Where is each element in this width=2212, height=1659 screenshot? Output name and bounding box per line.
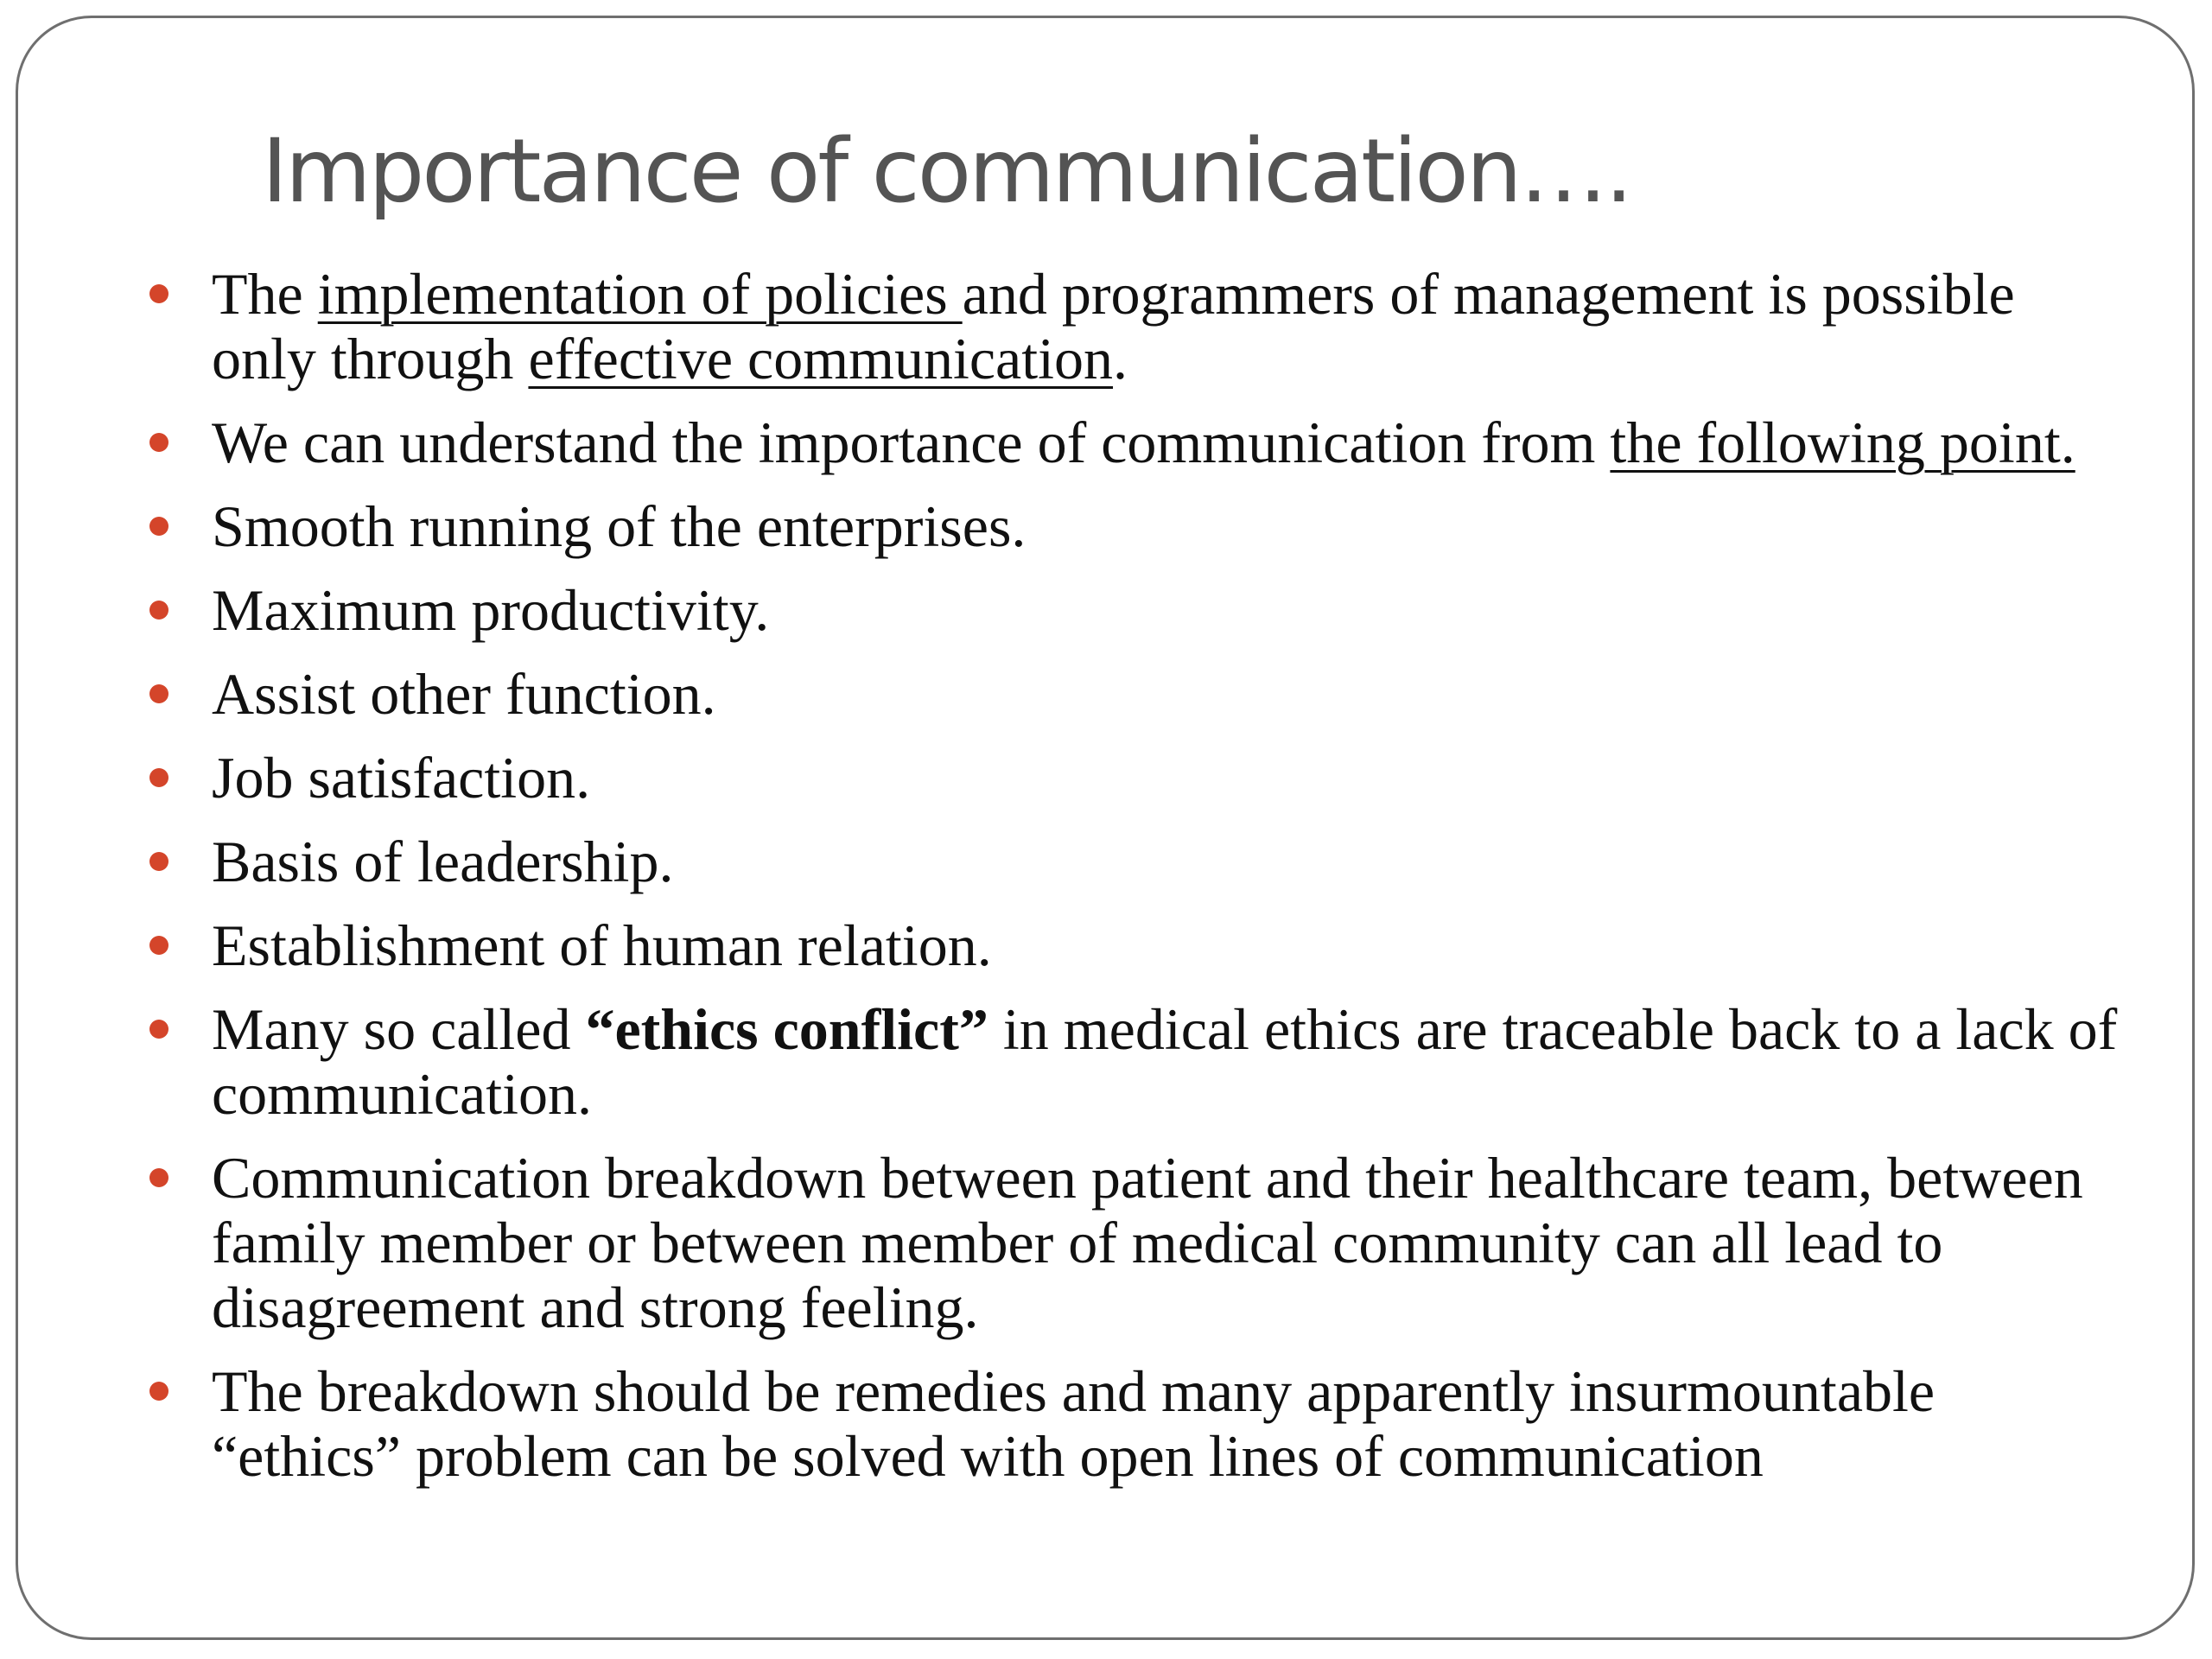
bullet-dot-icon [149, 601, 168, 620]
text-run: and programmers of management is possible only through [212, 261, 2015, 391]
bullet-dot-icon [149, 284, 168, 303]
bullet-item [139, 1359, 2118, 1489]
bullet-item [139, 1146, 2118, 1340]
bold-phrase: “ethics conflict” [585, 996, 988, 1062]
slide-title: Importance of communication…. [262, 120, 1630, 223]
bullet-text [212, 996, 2117, 1127]
underlined-phrase: implementation of policies [317, 261, 963, 327]
bullet-text: Assist other function. [212, 661, 716, 727]
bullet-text [212, 410, 2075, 475]
bullet-dot-icon [149, 852, 168, 871]
bullet-item [139, 494, 2118, 559]
bullet-text [212, 261, 2015, 391]
text-run: The [212, 261, 318, 327]
bullet-text: The breakdown should be remedies and many apparently insurmountable “ethics” problem can be solved with open lines of communication [212, 1358, 1936, 1489]
underlined-phrase: effective communication [528, 326, 1114, 391]
bullet-text: Communication breakdown between patient and their healthcare team, between family member or between member of medical community can all lead to disagreement and strong feeling. [212, 1145, 2083, 1340]
bullet-dot-icon [149, 684, 168, 703]
bullet-text: Maximum productivity. [212, 577, 770, 643]
bullet-item [139, 913, 2118, 978]
bullet-dot-icon [149, 1168, 168, 1187]
bullet-dot-icon [149, 433, 168, 452]
bullet-dot-icon [149, 1020, 168, 1039]
bullet-text: Establishment of human relation. [212, 912, 992, 978]
text-run: Many so called [212, 996, 586, 1062]
bullet-text: Job satisfaction. [212, 745, 591, 810]
underlined-phrase: the following point. [1610, 410, 2075, 475]
bullet-item [139, 997, 2118, 1127]
bullet-item [139, 578, 2118, 643]
bullet-text: Basis of leadership. [212, 829, 674, 894]
bullet-item [139, 262, 2118, 391]
text-run: in medical ethics are traceable back to a lack of communication. [212, 996, 2118, 1127]
bullet-item [139, 830, 2118, 894]
bullet-text: Smooth running of the enterprises. [212, 493, 1027, 559]
bullet-dot-icon [149, 1382, 168, 1401]
text-run: . [1113, 326, 1128, 391]
bullet-dot-icon [149, 517, 168, 536]
slide-frame [16, 16, 2195, 1640]
bullet-dot-icon [149, 768, 168, 787]
bullet-dot-icon [149, 936, 168, 955]
bullet-item [139, 746, 2118, 810]
bullet-item [139, 410, 2118, 475]
bullet-list [139, 262, 2118, 1508]
text-run: We can understand the importance of communication from [212, 410, 1611, 475]
bullet-item [139, 662, 2118, 727]
